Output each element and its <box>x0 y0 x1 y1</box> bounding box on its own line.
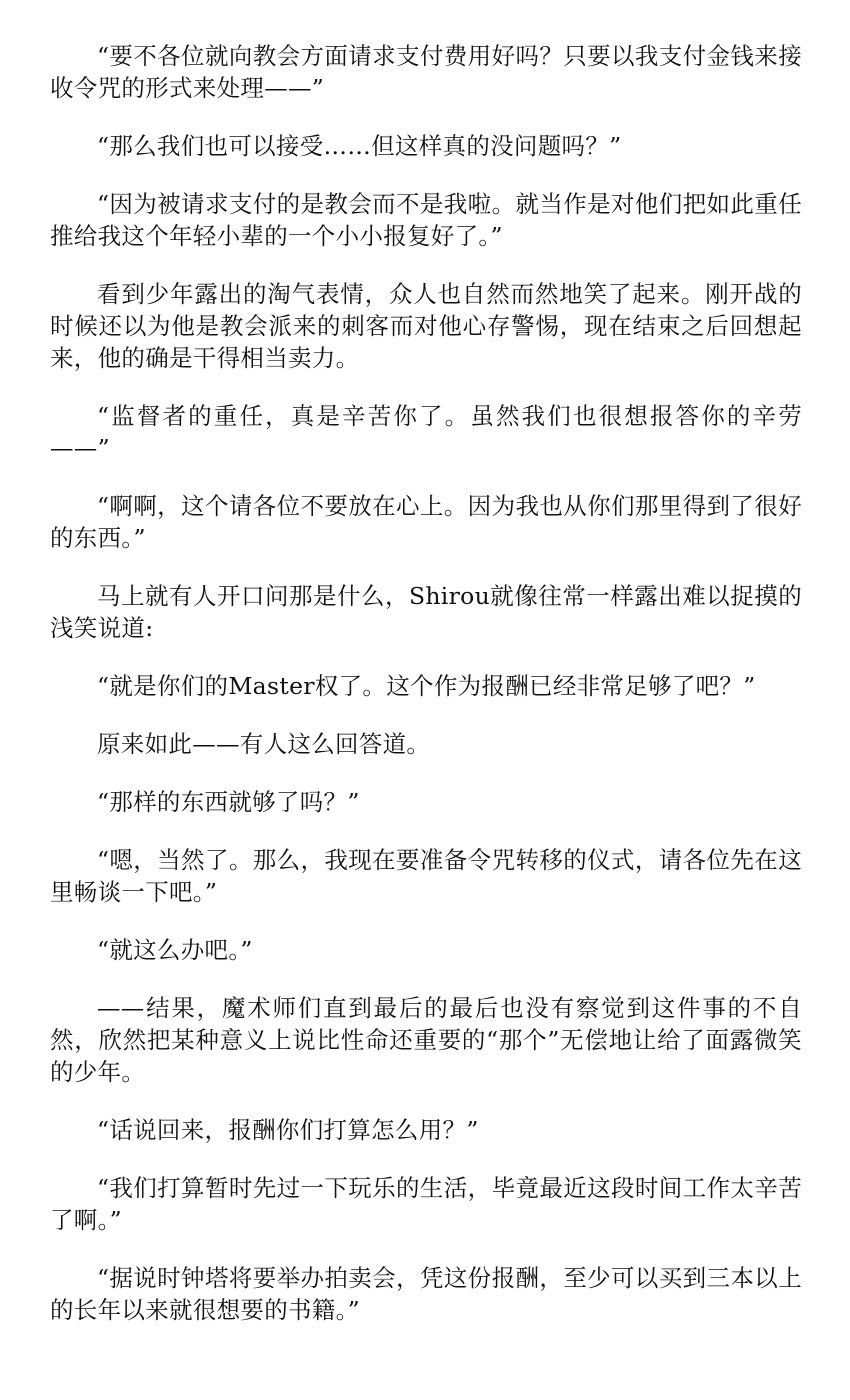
paragraph: “话说回来，报酬你们打算怎么用？” <box>97 1116 479 1144</box>
paragraph: “我们打算暂时先过一下玩乐的生活，毕竟最近这段时间工作太辛苦了啊。” <box>50 1174 802 1234</box>
paragraph: “那样的东西就够了吗？” <box>97 788 360 816</box>
paragraph: “就是你们的Master权了。这个作为报酬已经非常足够了吧？” <box>97 672 756 700</box>
paragraph: “监督者的重任，真是辛苦你了。虽然我们也很想报答你的辛劳——” <box>50 402 802 462</box>
paragraph: “就这么办吧。” <box>97 936 253 964</box>
paragraph: “据说时钟塔将要举办拍卖会，凭这份报酬，至少可以买到三本以上的长年以来就很想要的书籍。” <box>50 1264 802 1324</box>
paragraph: “啊啊，这个请各位不要放在心上。因为我也从你们那里得到了很好的东西。” <box>50 492 802 552</box>
paragraph: 马上就有人开口问那是什么，Shirou就像往常一样露出难以捉摸的浅笑说道: <box>50 582 802 642</box>
paragraph: “那么我们也可以接受……但这样真的没问题吗？” <box>97 132 622 160</box>
paragraph: 原来如此——有人这么回答道。 <box>97 730 431 758</box>
paragraph: “因为被请求支付的是教会而不是我啦。就当作是对他们把如此重任推给我这个年轻小辈的一个小小报复好了。” <box>50 190 802 250</box>
document-page <box>50 40 802 1352</box>
paragraph: 看到少年露出的淘气表情，众人也自然而然地笑了起来。刚开战的时候还以为他是教会派来的刺客而对他心存警惕，现在结束之后回想起来，他的确是干得相当卖力。 <box>50 280 802 372</box>
paragraph: “要不各位就向教会方面请求支付费用好吗？只要以我支付金钱来接收令咒的形式来处理——” <box>50 42 802 102</box>
paragraph: ——结果，魔术师们直到最后的最后也没有察觉到这件事的不自然，欣然把某种意义上说比性命还重要的“那个”无偿地让给了面露微笑的少年。 <box>50 994 802 1086</box>
paragraph: “嗯，当然了。那么，我现在要准备令咒转移的仪式，请各位先在这里畅谈一下吧。” <box>50 846 802 906</box>
